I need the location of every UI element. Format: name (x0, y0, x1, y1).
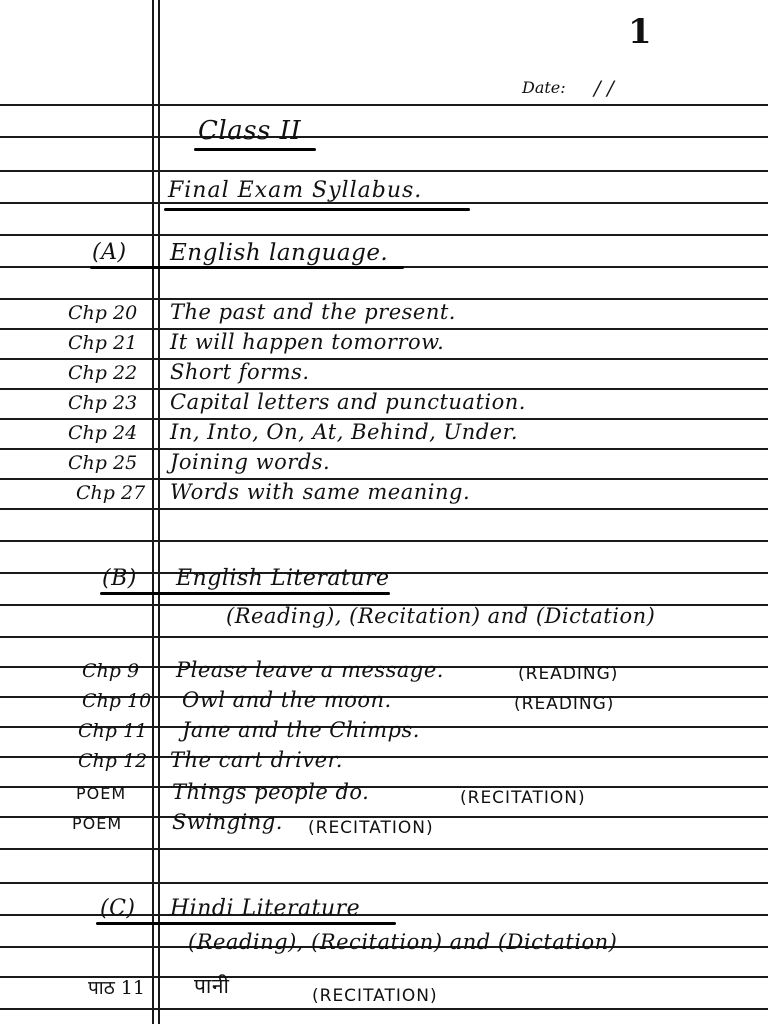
chapter-number: Chp 10 (82, 690, 152, 712)
section-heading: English language. (170, 240, 389, 266)
chapter-topic: The past and the present. (170, 300, 456, 324)
ruled-line (0, 636, 768, 638)
chapter-number: Chp 9 (82, 660, 140, 682)
chapter-topic: In, Into, On, At, Behind, Under. (170, 420, 519, 444)
page-title: Class II (198, 116, 302, 146)
section-underline (100, 592, 390, 595)
chapter-number: Chp 27 (76, 482, 146, 504)
ruled-line (0, 448, 768, 450)
chapter-tag: (RECITATION) (308, 818, 434, 838)
ruled-line (0, 234, 768, 236)
chapter-topic: Short forms. (170, 360, 310, 384)
ruled-line (0, 540, 768, 542)
chapter-topic: Owl and the moon. (182, 688, 392, 712)
page-subtitle: Final Exam Syllabus. (168, 178, 423, 203)
chapter-number: Chp 12 (78, 750, 148, 772)
date-label: Date: (522, 78, 566, 97)
chapter-topic: Please leave a message. (176, 658, 444, 682)
ruled-line (0, 358, 768, 360)
chapter-topic: Joining words. (170, 450, 331, 474)
ruled-line (0, 508, 768, 510)
chapter-topic: It will happen tomorrow. (170, 330, 445, 354)
chapter-topic: Capital letters and punctuation. (170, 390, 526, 414)
chapter-tag: (RECITATION) (312, 986, 438, 1006)
chapter-topic: Words with same meaning. (170, 480, 471, 504)
margin-line (158, 0, 160, 1024)
ruled-line (0, 170, 768, 172)
chapter-number: POEM (72, 814, 123, 833)
ruled-line (0, 104, 768, 106)
section-marker: (B) (102, 566, 137, 591)
chapter-number: Chp 20 (68, 302, 138, 324)
subtitle-underline (164, 208, 470, 211)
date-slashes: / / (594, 76, 614, 100)
chapter-number: POEM (76, 784, 127, 803)
chapter-number: पाठ 11 (88, 977, 145, 999)
chapter-topic: Things people do. (172, 780, 370, 804)
ruled-line (0, 882, 768, 884)
margin-line (152, 0, 154, 1024)
title-underline (194, 148, 316, 151)
chapter-number: Chp 23 (68, 392, 138, 414)
ruled-line (0, 848, 768, 850)
page-number: 1 (628, 12, 653, 52)
chapter-tag: (READING) (518, 664, 619, 684)
ruled-line (0, 1008, 768, 1010)
section-underline (90, 266, 404, 269)
section-underline (96, 922, 396, 925)
ruled-line (0, 136, 768, 138)
chapter-topic: पानी (194, 974, 230, 998)
chapter-topic: The cart driver. (170, 748, 343, 772)
section-note: (Reading), (Recitation) and (Dictation) (188, 930, 618, 954)
chapter-number: Chp 11 (78, 720, 148, 742)
chapter-tag: (RECITATION) (460, 788, 586, 808)
section-marker: (A) (92, 240, 127, 265)
chapter-number: Chp 21 (68, 332, 138, 354)
section-heading: English Literature (176, 566, 390, 591)
section-marker: (C) (100, 896, 136, 921)
chapter-topic: Swinging. (172, 810, 283, 834)
chapter-number: Chp 24 (68, 422, 138, 444)
chapter-topic: Jane and the Chimps. (182, 718, 420, 742)
section-note: (Reading), (Recitation) and (Dictation) (226, 604, 656, 628)
section-heading: Hindi Literature (170, 896, 361, 921)
chapter-number: Chp 22 (68, 362, 138, 384)
chapter-number: Chp 25 (68, 452, 138, 474)
chapter-tag: (READING) (514, 694, 615, 714)
